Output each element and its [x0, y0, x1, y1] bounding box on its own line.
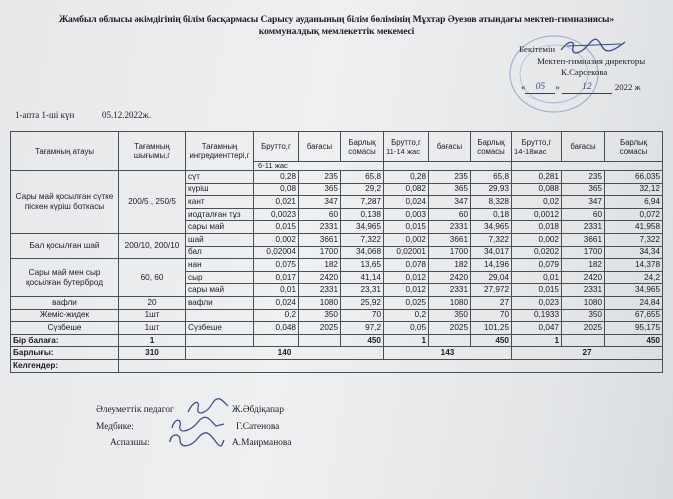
cell: 0,08: [254, 183, 299, 196]
table-row: [11, 259, 663, 272]
cell: 182: [429, 259, 471, 272]
cell: 347: [562, 196, 605, 209]
per-child-total-2: 450: [471, 334, 512, 347]
ingredient: сыр: [186, 271, 254, 284]
cell: 7,322: [341, 233, 384, 246]
col-brutto-2: Брутто,г 11-14 жас: [384, 132, 429, 162]
cell: 23,31: [341, 284, 384, 297]
cell: 25,92: [341, 296, 384, 309]
cell: 29,04: [471, 271, 512, 284]
ingredient: иодталған тұз: [186, 208, 254, 221]
cell: 3661: [299, 233, 341, 246]
cell: 182: [299, 259, 341, 272]
cell: 0,0202: [512, 246, 562, 259]
per-child-total-3: 450: [605, 334, 663, 347]
ingredient: сары май: [186, 221, 254, 234]
per-child-output: 1: [119, 334, 186, 347]
cell: 2025: [562, 322, 605, 335]
cell: 29,2: [341, 183, 384, 196]
cell: 0,025: [384, 296, 429, 309]
cell: 0,024: [254, 296, 299, 309]
cell: 0,002: [512, 233, 562, 246]
cook-name: А.Маирманова: [232, 438, 292, 448]
cell: 27,972: [471, 284, 512, 297]
cell: 24,84: [605, 296, 663, 309]
cell: 7,287: [341, 196, 384, 209]
dish-output: 1шт: [119, 309, 186, 322]
approve-date-month: 12: [562, 82, 612, 94]
cell: 0,0023: [254, 208, 299, 221]
cell: 3661: [429, 233, 471, 246]
cell: 1080: [562, 296, 605, 309]
ingredient: [186, 309, 254, 322]
table-row: [11, 171, 663, 184]
cell: 29,93: [471, 183, 512, 196]
approve-label: Бекітемін: [519, 44, 556, 54]
dish-name: Жеміс-жидек: [11, 309, 119, 322]
total-count-1: 140: [186, 347, 384, 360]
cell: 66,035: [605, 171, 663, 184]
col-total-1: Барлық сомасы: [341, 132, 384, 162]
cell: 0,1933: [512, 309, 562, 322]
cell: 0,28: [254, 171, 299, 184]
ingredient: сүт: [186, 171, 254, 184]
approval-block: [519, 44, 645, 94]
cell: 2420: [562, 271, 605, 284]
cell: 0,048: [254, 322, 299, 335]
cell: 13,65: [341, 259, 384, 272]
cell: 0,2: [384, 309, 429, 322]
approve-date-year: 2022 ж: [614, 82, 641, 93]
cell: 7,322: [605, 233, 663, 246]
approve-name: К.Сарсекова: [561, 67, 608, 78]
cell: 34,965: [471, 221, 512, 234]
dish-output: 200/10, 200/10: [119, 233, 186, 258]
cell: 2420: [429, 271, 471, 284]
cell: 34,068: [341, 246, 384, 259]
cell: 0,281: [512, 171, 562, 184]
cell: 60: [562, 208, 605, 221]
cell: 0,012: [384, 284, 429, 297]
ingredient: Сүзбеше: [186, 322, 254, 335]
cell: 0,0012: [512, 208, 562, 221]
per-child-total-1: 450: [341, 334, 384, 347]
dish-name: Сары май мен сыр қосылған бутерброд: [11, 259, 119, 297]
cell: 1700: [562, 246, 605, 259]
dish-output: 20: [119, 296, 186, 309]
cell: 0,01: [512, 271, 562, 284]
col-price-1: бағасы: [299, 132, 341, 162]
approve-date-day: 05: [525, 82, 555, 94]
header-line-2: коммуналдық мемлекеттік мекемесі: [258, 25, 415, 37]
total-row: [11, 347, 663, 360]
cell: 0,002: [254, 233, 299, 246]
attendance-label: Келгендер:: [11, 359, 119, 372]
cell: 24,2: [605, 271, 663, 284]
ingredient: вафли: [186, 296, 254, 309]
cell: 0,023: [512, 296, 562, 309]
cell: 6,94: [605, 196, 663, 209]
cell: 67,655: [605, 309, 663, 322]
cell: 8,328: [471, 196, 512, 209]
cell: 0,021: [254, 196, 299, 209]
cell: 0,015: [384, 221, 429, 234]
cell: 0,003: [384, 208, 429, 221]
cell: 2331: [562, 221, 605, 234]
cell: 0,015: [512, 284, 562, 297]
per-child-label: Бір балаға:: [11, 334, 119, 347]
dish-output: 60, 60: [119, 259, 186, 297]
cell: 34,965: [341, 221, 384, 234]
total-label: Барлығы:: [11, 347, 119, 360]
cell: 1080: [429, 296, 471, 309]
cell: 0,2: [254, 309, 299, 322]
cell: 2331: [562, 284, 605, 297]
cell: 34,34: [605, 246, 663, 259]
cell: 347: [429, 196, 471, 209]
cell: 0,01: [254, 284, 299, 297]
dish-name: вафли: [11, 296, 119, 309]
director-signature: [559, 38, 629, 56]
menu-table: [10, 131, 663, 373]
col-brutto-1: Брутто,г: [254, 132, 299, 162]
cell: 365: [429, 183, 471, 196]
cell: 0,05: [384, 322, 429, 335]
dish-name: Бал қосылған шай: [11, 233, 119, 258]
cell: 0,02001: [384, 246, 429, 259]
cell: 7,322: [471, 233, 512, 246]
total-count-3: 27: [512, 347, 663, 360]
cell: 41,958: [605, 221, 663, 234]
cell: 0,015: [254, 221, 299, 234]
approve-role: Мектеп-гимназия директоры: [537, 55, 646, 66]
cell: 0,18: [471, 208, 512, 221]
cell: 0,02004: [254, 246, 299, 259]
cell: 0,079: [512, 259, 562, 272]
cell: 14,196: [471, 259, 512, 272]
attendance-row: [11, 359, 663, 372]
col-price-3: бағасы: [562, 132, 605, 162]
cell: 182: [562, 259, 605, 272]
table-header-row: [11, 132, 663, 162]
col-brutto-3: Брутто,г 14-18жас: [512, 132, 562, 162]
week-day-label: 1-апта 1-ші күн: [15, 110, 75, 120]
nurse-name: Г.Сатенова: [236, 422, 280, 432]
dish-output: 200/5 , 250/5: [119, 171, 186, 234]
dish-output: 1шт: [119, 322, 186, 335]
cell: 1700: [429, 246, 471, 259]
ingredient: нан: [186, 259, 254, 272]
cell: 235: [429, 171, 471, 184]
cell: 65,8: [341, 171, 384, 184]
cell: 14,378: [605, 259, 663, 272]
cell: 0,072: [605, 208, 663, 221]
cell: 365: [299, 183, 341, 196]
pedagog-label: Әлеуметтік педагог: [96, 405, 174, 415]
cell: 2331: [299, 284, 341, 297]
col-dish: Тағамның атауы: [11, 132, 119, 171]
nurse-label: Медбике:: [96, 422, 134, 432]
cell: 60: [429, 208, 471, 221]
cell: 350: [429, 309, 471, 322]
per-child-brutto-2: 1: [384, 334, 429, 347]
cell: 2420: [299, 271, 341, 284]
cell: 2331: [299, 221, 341, 234]
cell: 2331: [429, 284, 471, 297]
menu-date: 05.12.2022ж.: [102, 110, 151, 120]
age-group-2: 11-14 жас: [386, 146, 421, 156]
cell: 32,12: [605, 183, 663, 196]
cell: 41,14: [341, 271, 384, 284]
cell: 65,8: [471, 171, 512, 184]
cell: 95,175: [605, 322, 663, 335]
approve-date: « 05 » 12 2022 ж: [521, 81, 641, 93]
cell: 34,017: [471, 246, 512, 259]
cell: 2025: [429, 322, 471, 335]
table-row: [11, 322, 663, 335]
cook-signature: [166, 430, 226, 450]
cook-label: Аспазшы:: [110, 438, 150, 448]
ingredient: күріш: [186, 183, 254, 196]
col-total-2: Барлық сомасы: [471, 132, 512, 162]
cell: 2025: [299, 322, 341, 335]
col-output: Тағамның шығымы,г: [119, 132, 186, 171]
cell: 235: [562, 171, 605, 184]
cell: 70: [341, 309, 384, 322]
cell: 2331: [429, 221, 471, 234]
ingredient: бал: [186, 246, 254, 259]
col-total-3: Барлық сомасы: [605, 132, 663, 162]
per-child-row: [11, 334, 663, 347]
cell: 27: [471, 296, 512, 309]
cell: 0,012: [384, 271, 429, 284]
cell: 70: [471, 309, 512, 322]
cell: 350: [562, 309, 605, 322]
cell: 0,082: [384, 183, 429, 196]
cell: 0,017: [254, 271, 299, 284]
cell: 34,965: [605, 284, 663, 297]
cell: 0,047: [512, 322, 562, 335]
cell: 0,075: [254, 259, 299, 272]
col-ingredients: Тағамның ингредиенттері,г: [186, 132, 254, 171]
pedagog-name: Ж.Әбдіқапар: [232, 405, 284, 415]
total-count-2: 143: [384, 347, 512, 360]
table-row: [11, 296, 663, 309]
ingredient: шай: [186, 233, 254, 246]
cell: 3661: [562, 233, 605, 246]
cell: 0,088: [512, 183, 562, 196]
table-row: [11, 309, 663, 322]
cell: 0,002: [384, 233, 429, 246]
cell: 101,25: [471, 322, 512, 335]
cell: 1700: [299, 246, 341, 259]
age-group-1: 6-11 жас: [254, 162, 384, 171]
cell: 1080: [299, 296, 341, 309]
table-row: [11, 233, 663, 246]
header-line-1: Жамбыл облысы әкімдігінің білім басқармасы Сарысу ауданының білім бөлімінің Мұхтар Әуезов атындағы мектеп-гимназиясы»: [58, 14, 615, 25]
cell: 0,024: [384, 196, 429, 209]
ingredient: сары май: [186, 284, 254, 297]
cell: 347: [299, 196, 341, 209]
col-price-2: бағасы: [429, 132, 471, 162]
cell: 0,078: [384, 259, 429, 272]
age-group-3: 14-18жас: [514, 146, 547, 156]
per-child-brutto-3: 1: [512, 334, 562, 347]
dish-name: Сүзбеше: [11, 322, 119, 335]
cell: 97,2: [341, 322, 384, 335]
cell: 60: [299, 208, 341, 221]
cell: 235: [299, 171, 341, 184]
cell: 0,138: [341, 208, 384, 221]
dish-name: Сары май қосылған сүтке піскен күріш боткасы: [11, 171, 119, 234]
cell: 350: [299, 309, 341, 322]
ingredient: кант: [186, 196, 254, 209]
cell: 0,28: [384, 171, 429, 184]
cell: 0,018: [512, 221, 562, 234]
total-output: 310: [119, 347, 186, 360]
cell: 0,02: [512, 196, 562, 209]
cell: 365: [562, 183, 605, 196]
